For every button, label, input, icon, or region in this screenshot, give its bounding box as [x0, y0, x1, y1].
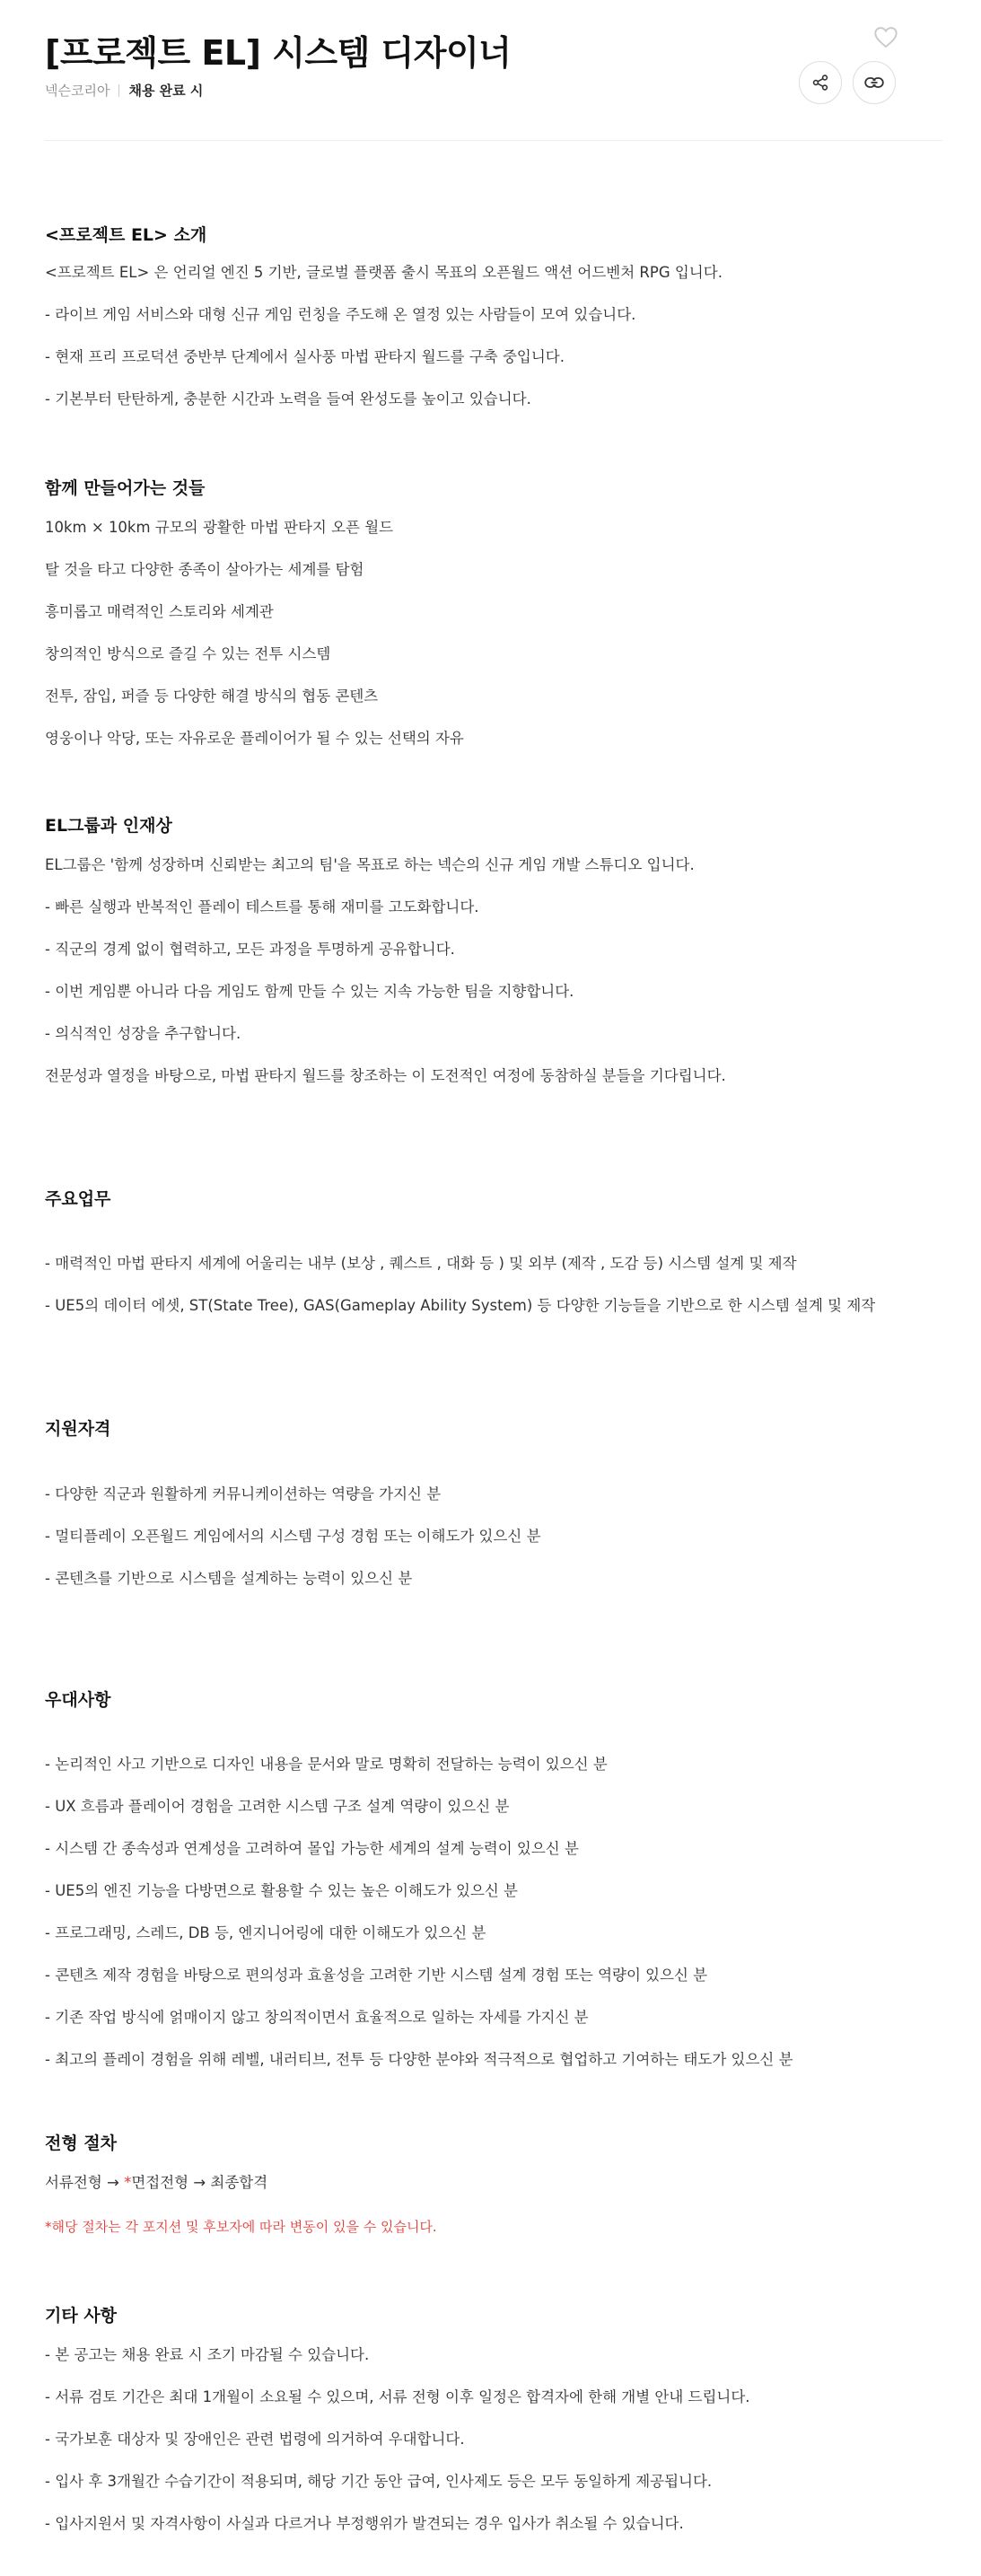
- etc-line: - 입사지원서 및 자격사항이 사실과 다르거나 부정행위가 발견되는 경우 입사가 취소될 수 있습니다.: [45, 2515, 684, 2532]
- group-line: EL그룹은 '함께 성장하며 신뢰받는 최고의 팀'을 목표로 하는 넥슨의 신규 게임 개발 스튜디오 입니다.: [45, 856, 695, 873]
- group-line: - 직군의 경계 없이 협력하고, 모든 과정을 투명하게 공유합니다.: [45, 941, 455, 958]
- section-title: 지원자격: [45, 1419, 111, 1439]
- together-line: 탈 것을 타고 다양한 종족이 살아가는 세계를 탐험: [45, 561, 364, 578]
- etc-line: - 본 공고는 채용 완료 시 조기 마감될 수 있습니다.: [45, 2346, 370, 2363]
- section-title: <프로젝트 EL> 소개: [45, 225, 207, 245]
- share-icon: [811, 74, 829, 92]
- together-line: 창의적인 방식으로 즐길 수 있는 전투 시스템: [45, 645, 331, 662]
- section-together: [45, 476, 942, 747]
- intro-line: <프로젝트 EL> 은 언리얼 엔진 5 기반, 글로벌 플랫폼 출시 목표의 오픈월드 액션 어드벤처 RPG 입니다.: [45, 264, 723, 281]
- together-line: 10km × 10km 규모의 광활한 마법 판타지 오픈 월드: [45, 519, 394, 536]
- page-title: [프로젝트 EL] 시스템 디자이너: [45, 33, 512, 73]
- qualification-line: - 콘텐츠를 기반으로 시스템을 설계하는 능력이 있으신 분: [45, 1570, 413, 1587]
- intro-line: - 현재 프리 프로덕션 중반부 단계에서 실사풍 마법 판타지 월드를 구축 중입니다.: [45, 348, 565, 365]
- preferred-line: - 시스템 간 종속성과 연계성을 고려하여 몰입 가능한 세계의 설계 능력이 있으신 분: [45, 1840, 579, 1857]
- header-divider: [45, 140, 942, 141]
- share-button[interactable]: [799, 61, 842, 104]
- qualification-line: - 다양한 직군과 원활하게 커뮤니케이션하는 역량을 가지신 분: [45, 1485, 442, 1503]
- deadline-label: 채용 완료 시: [128, 83, 204, 99]
- etc-line: - 서류 검토 기간은 최대 1개월이 소요될 수 있으며, 서류 전형 이후 일정은 합격자에 한해 개별 안내 드립니다.: [45, 2388, 750, 2405]
- favorite-button[interactable]: [871, 22, 901, 52]
- section-process: [45, 2131, 942, 2235]
- section-title: 전형 절차: [45, 2134, 118, 2153]
- preferred-line: - 콘텐츠 제작 경험을 바탕으로 편의성과 효율성을 고려한 기반 시스템 설계 경험 또는 역량이 있으신 분: [45, 1967, 708, 1984]
- duty-line: - 매력적인 마법 판타지 세계에 어울리는 내부 (보상 , 퀘스트 , 대화 등 ) 및 외부 (제작 , 도감 등) 시스템 설계 및 제작: [45, 1255, 797, 1272]
- section-title: 우대사항: [45, 1690, 111, 1710]
- process-star: *: [124, 2174, 132, 2191]
- process-step-document: 서류전형 →: [45, 2174, 125, 2191]
- preferred-line: - 프로그래밍, 스레드, DB 등, 엔지니어링에 대한 이해도가 있으신 분: [45, 1924, 486, 1941]
- section-etc: [45, 2303, 942, 2532]
- preferred-line: - 최고의 플레이 경험을 위해 레벨, 내러티브, 전투 등 다양한 분야와 적극적으로 협업하고 기여하는 태도가 있으신 분: [45, 2051, 793, 2068]
- etc-line: - 입사 후 3개월간 수습기간이 적용되며, 해당 기간 동안 급여, 인사제도 등은 모두 동일하게 제공됩니다.: [45, 2473, 713, 2490]
- together-line: 전투, 잠입, 퍼즐 등 다양한 해결 방식의 협동 콘텐츠: [45, 688, 379, 705]
- section-title: EL그룹과 인재상: [45, 816, 172, 836]
- copy-link-button[interactable]: [853, 61, 896, 104]
- intro-line: - 라이브 게임 서비스와 대형 신규 게임 런칭을 주도해 온 열정 있는 사람들이 모여 있습니다.: [45, 306, 636, 323]
- meta-divider: [118, 84, 119, 97]
- duty-line: - UE5의 데이터 에셋, ST(State Tree), GAS(Gameplay Ability System) 등 다양한 기능들을 기반으로 한 시스템 설계 및 제작: [45, 1297, 876, 1314]
- group-line: 전문성과 열정을 바탕으로, 마법 판타지 월드를 창조하는 이 도전적인 여정에 동참하실 분들을 기다립니다.: [45, 1067, 726, 1084]
- intro-line: - 기본부터 탄탄하게, 충분한 시간과 노력을 들여 완성도를 높이고 있습니다.: [45, 390, 531, 407]
- section-title: 주요업무: [45, 1189, 111, 1209]
- preferred-line: - 기존 작업 방식에 얽매이지 않고 창의적이면서 효율적으로 일하는 자세를 가지신 분: [45, 2009, 589, 2026]
- section-duties: [45, 1187, 942, 1314]
- group-line: - 의식적인 성장을 추구합니다.: [45, 1025, 241, 1042]
- job-meta: [45, 81, 203, 100]
- section-preferred: [45, 1687, 942, 2068]
- section-qualifications: [45, 1416, 942, 1587]
- process-note: *해당 절차는 각 포지션 및 후보자에 따라 변동이 있을 수 있습니다.: [45, 2219, 437, 2235]
- qualification-line: - 멀티플레이 오픈월드 게임에서의 시스템 구성 경험 또는 이해도가 있으신 분: [45, 1528, 541, 1545]
- company-name: 넥슨코리아: [45, 83, 110, 99]
- preferred-line: - 논리적인 사고 기반으로 디자인 내용을 문서와 말로 명확히 전달하는 능력이 있으신 분: [45, 1756, 608, 1773]
- group-line: - 이번 게임뿐 아니라 다음 게임도 함께 만들 수 있는 지속 가능한 팀을 지향합니다.: [45, 983, 574, 1000]
- preferred-line: - UX 흐름과 플레이어 경험을 고려한 시스템 구조 설계 역량이 있으신 분: [45, 1798, 510, 1815]
- process-steps: [45, 2171, 267, 2195]
- section-title: 기타 사항: [45, 2306, 118, 2326]
- together-line: 흥미롭고 매력적인 스토리와 세계관: [45, 603, 274, 620]
- section-intro: [45, 223, 942, 407]
- section-title: 함께 만들어가는 것들: [45, 478, 206, 498]
- group-line: - 빠른 실행과 반복적인 플레이 테스트를 통해 재미를 고도화합니다.: [45, 898, 479, 916]
- heart-outline-icon: [873, 25, 898, 48]
- preferred-line: - UE5의 엔진 기능을 다방면으로 활용할 수 있는 높은 이해도가 있으신 분: [45, 1882, 519, 1899]
- etc-line: - 국가보훈 대상자 및 장애인은 관련 법령에 의거하여 우대합니다.: [45, 2431, 465, 2448]
- process-step-interview: 면접전형 → 최종합격: [131, 2174, 268, 2191]
- link-icon: [864, 76, 884, 89]
- section-el-group: [45, 813, 942, 1084]
- together-line: 영웅이나 악당, 또는 자유로운 플레이어가 될 수 있는 선택의 자유: [45, 730, 464, 747]
